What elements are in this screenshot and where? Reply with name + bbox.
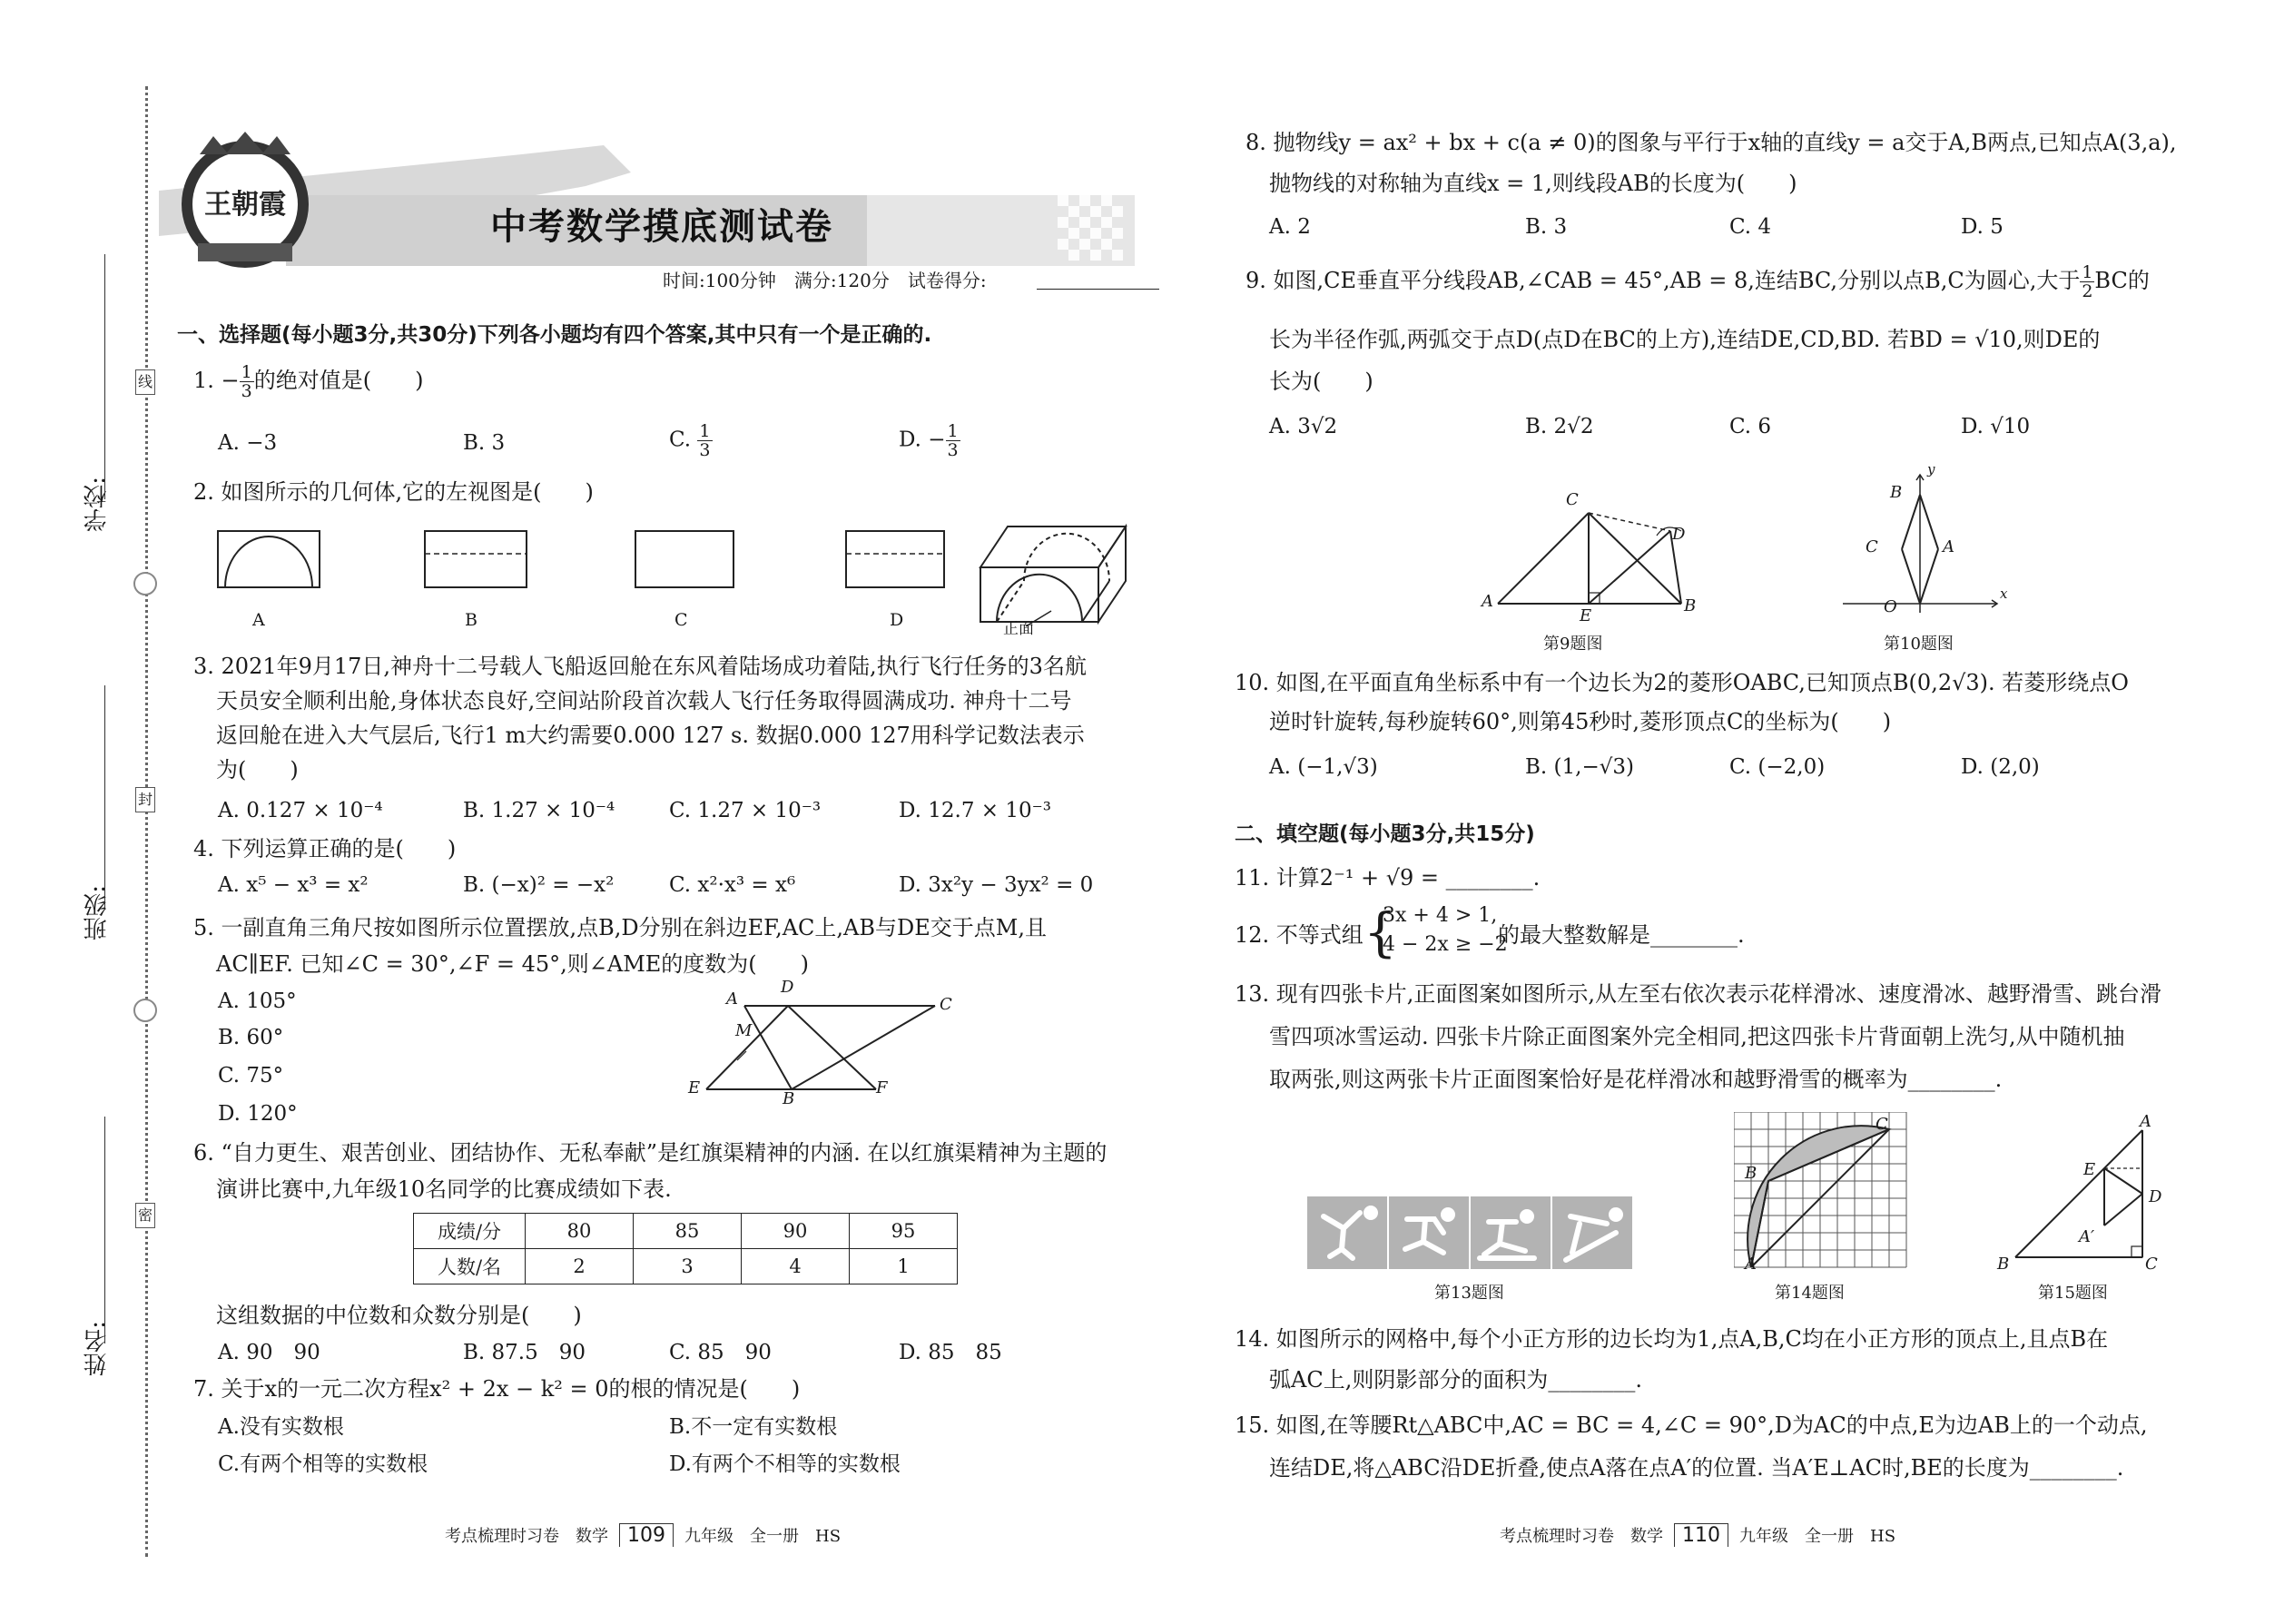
class-line: [104, 685, 105, 908]
q8-line1: 8. 抛物线y = ax² + bx + c(a ≠ 0)的图象与平行于x轴的直线y = a交于A,B两点,已知点A(3,a),: [1245, 130, 2177, 155]
fig15-pt-c: C: [2145, 1255, 2158, 1274]
table-cell: 90: [742, 1214, 850, 1249]
q1-c-num: 1: [699, 421, 711, 441]
q2-stem: 2. 如图所示的几何体,它的左视图是( ): [193, 479, 594, 505]
table-cell: 85: [634, 1214, 742, 1249]
section1-heading: 一、选择题(每小题3分,共30分)下列各小题均有四个答案,其中只有一个是正确的.: [177, 323, 932, 347]
q9-half-den: 2: [2082, 281, 2093, 301]
q9-line1-a: 9. 如图,CE垂直平分线段AB,∠CAB = 45°,AB = 8,连结BC,分别以点B,C为圆心,大于: [1245, 268, 2081, 293]
q11: 11. 计算2⁻¹ + √9 = ________.: [1235, 865, 1541, 891]
q1-option-a[interactable]: A. −3: [218, 431, 278, 455]
q8-option-c[interactable]: C. 4: [1729, 215, 1772, 239]
q9-half-num: 1: [2082, 262, 2093, 282]
q1-option-b[interactable]: B. 3: [463, 431, 506, 455]
q5-pt-f: F: [876, 1078, 888, 1097]
fig15-pt-d: D: [2149, 1187, 2162, 1206]
q8-option-d[interactable]: D. 5: [1961, 215, 2004, 239]
q1-d-pre: D. −: [899, 428, 946, 452]
logo-text: 王朝霞: [204, 189, 286, 221]
q1-c-den: 3: [699, 440, 711, 460]
fig15-pt-b: B: [1997, 1255, 2010, 1274]
q9-option-d[interactable]: D. √10: [1961, 415, 2031, 438]
page-number-left: 109: [619, 1523, 674, 1547]
q3-option-b[interactable]: B. 1.27 × 10⁻⁴: [463, 799, 615, 822]
q6-option-d[interactable]: D. 85 85: [899, 1341, 1002, 1364]
q5-option-b[interactable]: B. 60°: [218, 1026, 284, 1049]
q9-option-a[interactable]: A. 3√2: [1269, 415, 1338, 438]
q6-option-c[interactable]: C. 85 90: [669, 1341, 772, 1364]
name-label: 姓名:: [84, 1321, 111, 1376]
fig13-caption: 第13题图: [1434, 1284, 1504, 1303]
binding-mark-seal: 封: [135, 787, 155, 812]
q2-label-a[interactable]: A: [252, 610, 265, 630]
fig10-caption: 第10题图: [1884, 635, 1954, 654]
q1-d-frac: [946, 422, 960, 459]
q1-c-pre: C.: [669, 428, 698, 452]
q15-line2: 连结DE,将△ABC沿DE折叠,使点A落在点A′的位置. 当A′E⊥AC时,BE的长度为________.: [1269, 1455, 2124, 1481]
table-row: [414, 1214, 958, 1249]
q4-stem: 4. 下列运算正确的是( ): [193, 836, 457, 861]
q5-pt-a: A: [726, 989, 738, 1009]
q1-stem: [193, 363, 423, 400]
q1-post: 的绝对值是( ): [253, 368, 424, 393]
binding-mark-line: 线: [135, 369, 155, 395]
q5-pt-d: D: [781, 978, 794, 997]
fig15-pt-e: E: [2083, 1160, 2096, 1179]
fig15-caption: 第15题图: [2038, 1284, 2108, 1303]
q1-pre: 1. −: [193, 368, 240, 393]
table-cell: 80: [526, 1214, 634, 1249]
fig10-pt-x: x: [2000, 586, 2008, 602]
fig9-pt-e: E: [1580, 606, 1592, 625]
q6-line3: 这组数据的中位数和众数分别是( ): [216, 1303, 582, 1328]
q2-label-d[interactable]: D: [890, 610, 904, 630]
q1-option-c[interactable]: [669, 422, 713, 459]
q3-line3: 返回舱在进入大气层后,飞行1 m大约需要0.000 127 s. 数据0.000 127用科学记数法表示: [216, 723, 1085, 748]
q10-line1: 10. 如图,在平面直角坐标系中有一个边长为2的菱形OABC,已知顶点B(0,2√3). 若菱形绕点O: [1235, 670, 2129, 695]
q13-line1: 13. 现有四张卡片,正面图案如图所示,从左至右依次表示花样滑冰、速度滑冰、越野滑雪、跳台滑: [1235, 981, 2162, 1007]
fig15-pt-aprime: A′: [2079, 1227, 2095, 1246]
q1-frac-num: 1: [241, 362, 252, 382]
table-cell: 4: [742, 1249, 850, 1284]
q3-option-c[interactable]: C. 1.27 × 10⁻³: [669, 799, 822, 822]
score-blank[interactable]: [1037, 289, 1159, 290]
q9-line2: 长为半径作弧,两弧交于点D(点D在BC的上方),连结DE,CD,BD. 若BD = √10,则DE的: [1269, 327, 2101, 352]
q2-view-a-arc: [225, 536, 312, 587]
q2-label-b[interactable]: B: [465, 610, 478, 630]
school-label: 学校:: [84, 477, 111, 532]
q8-option-a[interactable]: A. 2: [1269, 215, 1311, 239]
footer-left: [445, 1523, 841, 1547]
q9-line1: [1245, 263, 2150, 300]
class-label: 班级:: [84, 885, 111, 940]
q5-pt-m: M: [735, 1021, 753, 1040]
table-cell: 人数/名: [414, 1249, 526, 1284]
q9-half: [2080, 263, 2094, 300]
q10-option-c[interactable]: C. (−2,0): [1729, 755, 1826, 779]
q5-option-a[interactable]: A. 105°: [218, 989, 297, 1013]
fig9-pt-b: B: [1684, 596, 1697, 615]
q6-score-table: [413, 1213, 958, 1284]
q10-option-b[interactable]: B. (1,−√3): [1525, 755, 1634, 779]
fig10-pt-o: O: [1884, 597, 1897, 616]
q5-pt-b: B: [783, 1089, 795, 1108]
q7-stem: 7. 关于x的一元二次方程x² + 2x − k² = 0的根的情况是( ): [193, 1376, 801, 1402]
q6-line1: 6. “自力更生、艰苦创业、团结协作、无私奉献”是红旗渠精神的内涵. 在以红旗渠精神为主题的: [193, 1140, 1108, 1166]
q1-option-d[interactable]: [899, 422, 960, 459]
q5-line1: 5. 一副直角三角尺按如图所示位置摆放,点B,D分别在斜边EF,AC上,AB与DE交于点M,且: [193, 915, 1047, 940]
page-number-right: 110: [1674, 1523, 1728, 1547]
q9-option-c[interactable]: C. 6: [1729, 415, 1772, 438]
q9-line1-b: BC的: [2094, 268, 2150, 293]
q5-pt-e: E: [688, 1078, 701, 1097]
fig14: [1734, 1112, 1911, 1271]
q13-line2: 雪四项冰雪运动. 四张卡片除正面图案外完全相同,把这四张卡片背面朝上洗匀,从中随机抽: [1269, 1024, 2125, 1049]
fig10-pt-y: y: [1927, 461, 1935, 477]
q1-d-num: 1: [947, 421, 959, 441]
name-line: [104, 1117, 105, 1343]
table-cell: 2: [526, 1249, 634, 1284]
q12-brace: {: [1364, 901, 1397, 963]
q12-row2: 4 − 2x ≥ −2: [1383, 933, 1508, 956]
q2-view-b: [425, 531, 527, 587]
footer-right-grade: 九年级 全一册 HS: [1739, 1527, 1896, 1546]
q12-row1: 3x + 4 > 1,: [1383, 904, 1498, 927]
q7-option-d[interactable]: D.有两个不相等的实数根: [669, 1452, 901, 1476]
q3-line1: 3. 2021年9月17日,神舟十二号载人飞船返回舱在东风着陆场成功着陆,执行飞行任务的3名航: [193, 654, 1087, 679]
q9-option-b[interactable]: B. 2√2: [1525, 415, 1594, 438]
fig9-caption: 第9题图: [1543, 635, 1603, 654]
fig14-pt-b: B: [1745, 1164, 1757, 1183]
section2-heading: 二、填空题(每小题3分,共15分): [1235, 822, 1535, 846]
fig9-pt-c: C: [1566, 490, 1579, 509]
q5-pt-c: C: [940, 995, 952, 1014]
q5-line2: AC∥EF. 已知∠C = 30°,∠F = 45°,则∠AME的度数为( ): [216, 951, 810, 977]
footer-left-series: 考点梳理时习卷 数学: [445, 1527, 608, 1546]
binding-mark-secret: 密: [135, 1203, 155, 1228]
q2-view-c: [635, 531, 733, 587]
footer-right: [1500, 1523, 1895, 1547]
q13-line3: 取两张,则这两张卡片正面图案恰好是花样滑冰和越野滑雪的概率为________.: [1269, 1067, 2003, 1092]
q15-line1: 15. 如图,在等腰Rt△ABC中,AC = BC = 4,∠C = 90°,D为AC的中点,E为边AB上的一个动点,: [1235, 1412, 2148, 1438]
q6-option-b[interactable]: B. 87.5 90: [463, 1341, 586, 1364]
q3-option-d[interactable]: D. 12.7 × 10⁻³: [899, 799, 1051, 822]
binding-dotted-line: [145, 86, 148, 1557]
binding-ornament-2: [133, 999, 157, 1022]
fig10: [1834, 468, 2006, 617]
q7-option-a[interactable]: A.没有实数根: [218, 1415, 344, 1439]
table-cell: 3: [634, 1249, 742, 1284]
q1-frac: [240, 363, 254, 400]
q12-pre: 12. 不等式组: [1235, 922, 1364, 948]
footer-right-series: 考点梳理时习卷 数学: [1500, 1527, 1663, 1546]
q4-option-b[interactable]: B. (−x)² = −x²: [463, 873, 615, 897]
q2-front-label: 正面: [1003, 620, 1034, 638]
q14-line2: 弧AC上,则阴影部分的面积为________.: [1269, 1367, 1642, 1393]
q3-option-a[interactable]: A. 0.127 × 10⁻⁴: [218, 799, 383, 822]
table-cell: 1: [850, 1249, 958, 1284]
q9-line3: 长为( ): [1269, 369, 1373, 394]
q6-option-a[interactable]: A. 90 90: [218, 1341, 320, 1364]
fig9: [1480, 490, 1707, 613]
q7-option-c[interactable]: C.有两个相等的实数根: [218, 1452, 428, 1476]
q5-option-d[interactable]: D. 120°: [218, 1102, 298, 1126]
q8-option-b[interactable]: B. 3: [1525, 215, 1568, 239]
school-line: [104, 254, 105, 499]
q4-option-a[interactable]: A. x⁵ − x³ = x²: [218, 873, 369, 897]
q14-line1: 14. 如图所示的网格中,每个小正方形的边长均为1,点A,B,C均在小正方形的顶点上,且点B在: [1235, 1326, 2109, 1352]
fig10-pt-a: A: [1943, 537, 1954, 556]
fig14-pt-a: A: [1745, 1255, 1757, 1274]
q3-line2: 天员安全顺利出舱,身体状态良好,空间站阶段首次载人飞行任务取得圆满成功. 神舟十二号: [216, 688, 1072, 714]
table-cell: 成绩/分: [414, 1214, 526, 1249]
fig15-pt-a: A: [2140, 1112, 2151, 1131]
binding-ornament-1: [133, 572, 157, 595]
q1-c-frac: [697, 422, 712, 459]
page-title: 中考数学摸底测试卷: [490, 206, 833, 248]
fig9-pt-d: D: [1672, 525, 1686, 544]
q5-option-c[interactable]: C. 75°: [218, 1064, 284, 1088]
exam-meta: 时间:100分钟 满分:120分 试卷得分:: [663, 270, 987, 291]
fig14-caption: 第14题图: [1775, 1284, 1845, 1303]
q10-option-a[interactable]: A. (−1,√3): [1269, 755, 1378, 779]
fig14-pt-c: C: [1876, 1115, 1888, 1134]
q2-solid: [980, 527, 1126, 622]
q10-line2: 逆时针旋转,每秒旋转60°,则第45秒时,菱形顶点C的坐标为( ): [1269, 709, 1892, 734]
fig9-pt-a: A: [1482, 592, 1493, 611]
table-cell: 95: [850, 1214, 958, 1249]
table-row: [414, 1249, 958, 1284]
q2-view-d: [846, 531, 944, 587]
q4-option-d[interactable]: D. 3x²y − 3yx² = 0: [899, 873, 1094, 897]
fig13-pictograms: [1307, 1196, 1634, 1269]
q2-label-c[interactable]: C: [674, 610, 688, 630]
q4-option-c[interactable]: C. x²·x³ = x⁶: [669, 873, 796, 897]
footer-left-grade: 九年级 全一册 HS: [684, 1527, 842, 1546]
fig10-pt-c: C: [1866, 537, 1878, 556]
q6-line2: 演讲比赛中,九年级10名同学的比赛成绩如下表.: [216, 1176, 672, 1202]
q1-d-den: 3: [947, 440, 959, 460]
q8-line2: 抛物线的对称轴为直线x = 1,则线段AB的长度为( ): [1269, 171, 1797, 196]
q3-line4: 为( ): [216, 757, 299, 782]
q10-option-d[interactable]: D. (2,0): [1961, 755, 2040, 779]
q12-post: 的最大整数解是________.: [1498, 922, 1745, 948]
fig10-pt-b: B: [1890, 483, 1903, 502]
q1-frac-den: 3: [241, 381, 252, 401]
q7-option-b[interactable]: B.不一定有实数根: [669, 1415, 838, 1439]
